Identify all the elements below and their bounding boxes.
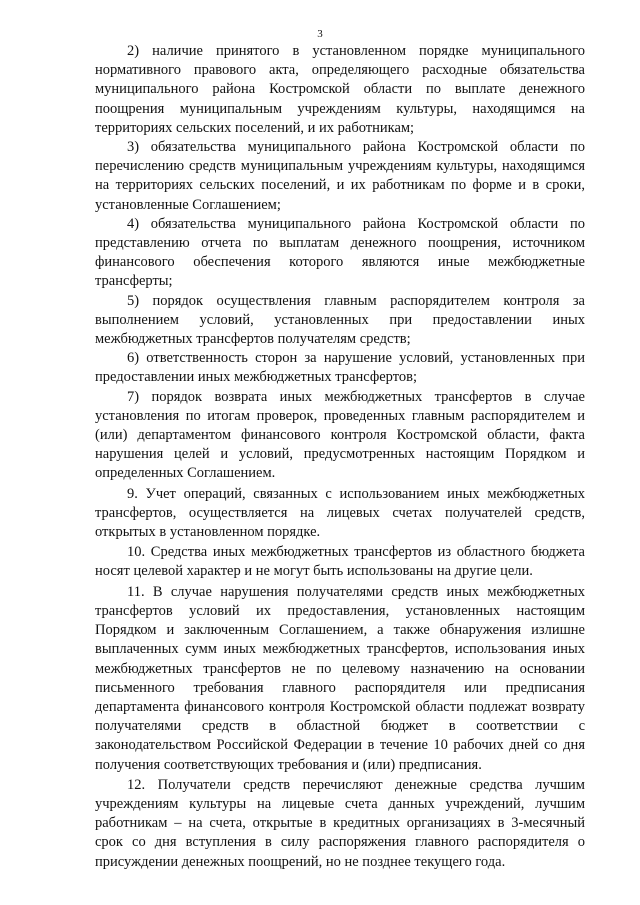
- paragraph-section-12: 12. Получатели средств перечисляют денежные средства лучшим учреждениям культуры на лицевые счета данных учреждений, лучшим работникам – на счета, открытые в кредитных организациях в 3-месячный срок со дня вступления в силу распоряжения главного распорядителя о присуждении денежных поощрений, но не позднее текущего года.: [95, 776, 585, 870]
- paragraph-item-4: 4) обязательства муниципального района Костромской области по представлению отчета по выплатам денежного поощрения, источником финансового обеспечения которого являются иные межбюджетные трансферты;: [95, 215, 585, 290]
- page-number: 3: [317, 28, 323, 40]
- paragraph-section-10: 10. Средства иных межбюджетных трансфертов из областного бюджета носят целевой характер и не могут быть использованы на другие цели.: [95, 544, 585, 580]
- paragraph-item-6: 6) ответственность сторон за нарушение условий, установленных при предоставлении иных межбюджетных трансфертов;: [95, 350, 585, 386]
- document-body: [95, 42, 585, 872]
- paragraph-item-2: 2) наличие принятого в установленном порядке муниципального нормативного правового акта, определяющего расходные обязательства муниципального района Костромской области по выплате денежного поощрения муниципальным учреждениям культуры, находящимся на территориях сельских поселений, и их работникам;: [95, 43, 585, 136]
- paragraph-section-9: 9. Учет операций, связанных с использованием иных межбюджетных трансфертов, осуществляется на лицевых счетах получателей средств, открытых в установленном порядке.: [95, 485, 585, 541]
- paragraph-section-11: 11. В случае нарушения получателями средств иных межбюджетных трансфертов условий их предоставления, установленных настоящим Порядком и заключенным Соглашением, а также обнаружения излишне выплаченных сумм иных межбюджетных трансфертов, использования иных межбюджетных трансфертов не по целевому назначению на основании письменного требования главного распорядителя или предписания департамента финансового контроля Костромской области подлежат возврату получателями средств в областной бюджет в соответствии с законодательством Российской Федерации в течение 10 рабочих дней со дня получения соответствующих требования и (или) предписания.: [95, 583, 585, 773]
- paragraph-item-5: 5) порядок осуществления главным распорядителем контроля за выполнением условий, установленных при предоставлении иных межбюджетных трансфертов получателям средств;: [95, 292, 585, 348]
- paragraph-item-3: 3) обязательства муниципального района Костромской области по перечислению средств муниципальным учреждениям культуры, находящимся на территориях сельских поселений, и их работникам по форме и в сроки, установленные Соглашением;: [95, 139, 585, 213]
- paragraph-item-7: 7) порядок возврата иных межбюджетных трансфертов в случае установления по итогам проверок, проведенных главным распорядителем и (или) департаментом финансового контроля Костромской области, факта нарушения целей и условий, предусмотренных настоящим Порядком и определенных Соглашением.: [95, 388, 585, 482]
